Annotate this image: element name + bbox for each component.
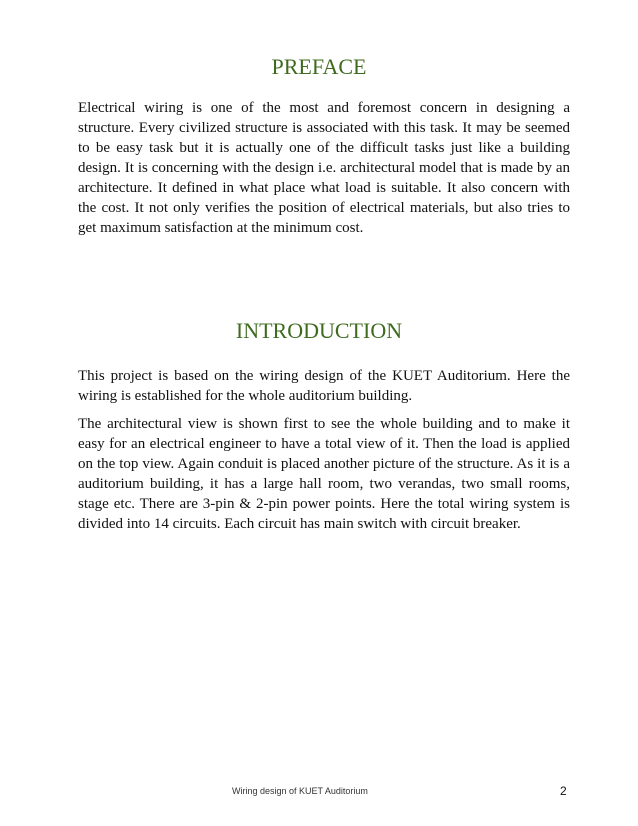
footer-page-number: 2 (560, 784, 567, 798)
introduction-paragraph-2: The architectural view is shown first to see the whole building and to make it easy for an electrical engineer to have a total view of it. Then the load is applied on the top view. Again conduit is placed another picture of the structure. As it is a auditorium building, it has a large hall room, two verandas, two small rooms, stage etc. There are 3-pin & 2-pin power points. Here the total wiring system is divided into 14 circuits. Each circuit has main switch with circuit breaker. (78, 416, 570, 532)
footer-document-title: Wiring design of KUET Auditorium (232, 786, 368, 796)
preface-heading: PREFACE (271, 54, 367, 79)
page-footer (0, 784, 638, 800)
preface-paragraph: Electrical wiring is one of the most and foremost concern in designing a structure. Every civilized structure is associated with this task. It may be seemed to be easy task but it is actually one of the difficult tasks just like a building design. It is concerning with the design i.e. architectural model that is made by an architecture. It defined in what place what load is suitable. It also concern with the cost. It not only verifies the position of electrical materials, but also tries to get maximum satisfaction at the minimum cost. (78, 100, 570, 236)
introduction-heading: INTRODUCTION (235, 318, 403, 343)
introduction-paragraph-1: This project is based on the wiring design of the KUET Auditorium. Here the wiring is established for the whole auditorium building. (78, 368, 570, 404)
